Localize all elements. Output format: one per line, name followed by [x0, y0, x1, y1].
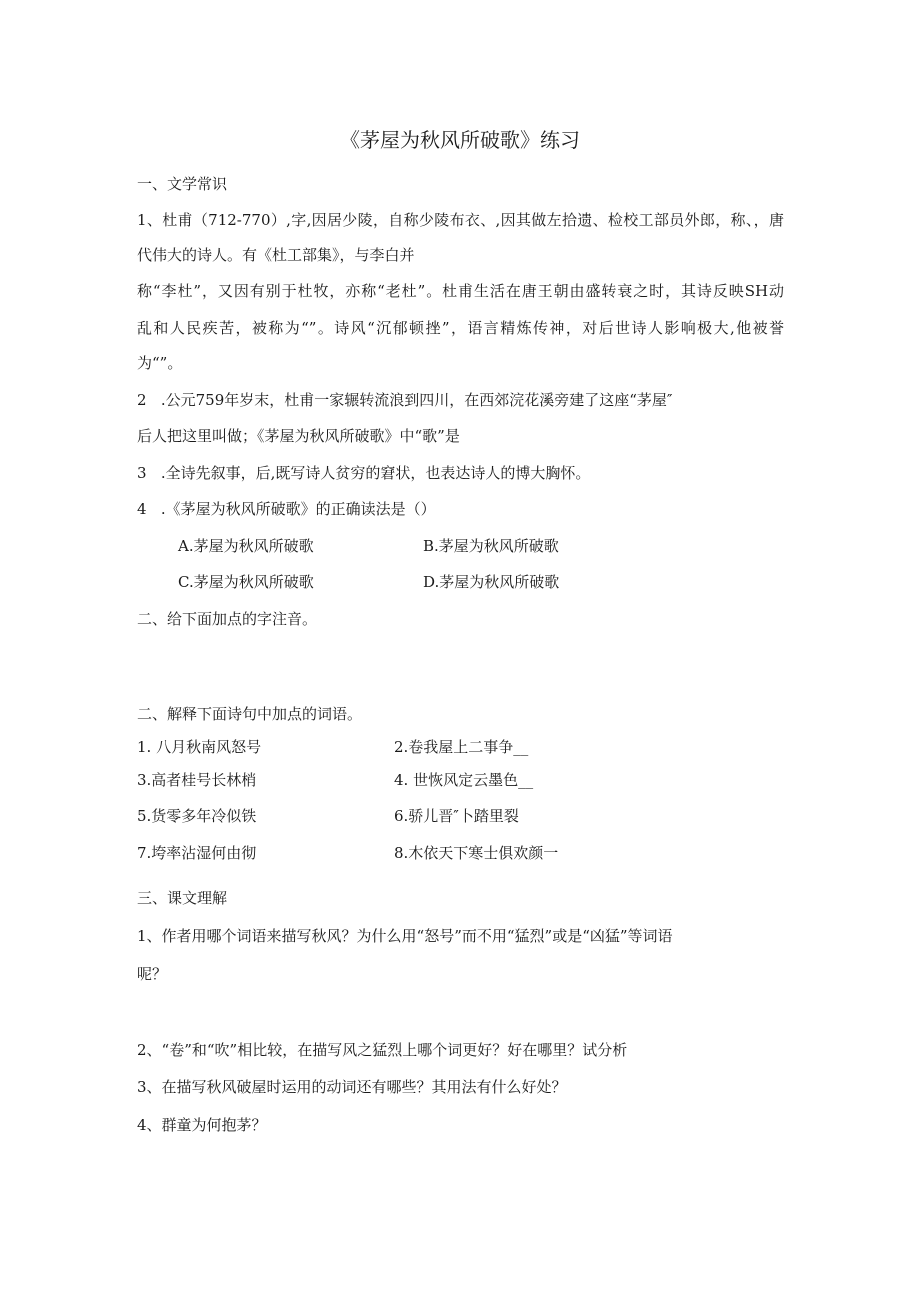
vocab-item-3: 3.高者桂号长林梢	[137, 771, 257, 789]
comprehension-question-2: 2、“卷”和“吹”相比较，在描写风之猛烈上哪个词更好？好在哪里？试分析	[137, 1041, 628, 1059]
question-2-line-1: 2 .公元759年岁末，杜甫一家辗转流浪到四川，在西郊浣花溪旁建了这座“茅屋″	[137, 391, 673, 409]
vocab-item-6: 6.骄儿晋″卜踏里裂	[394, 807, 519, 825]
comprehension-question-1-line-1: 1、作者用哪个词语来描写秋风？为什么用“怒号”而不用“猛烈”或是“凶猛”等词语	[137, 927, 673, 945]
question-1-line-1: 1、杜甫（712-770）,字,因居少陵，自称少陵布衣、,因其做左拾遗、检校工部员外郎，称、，唐	[137, 211, 784, 229]
page-title: 《茅屋为秋风所破歌》练习	[340, 128, 580, 152]
section-heading-literary-knowledge: 一、文学常识	[137, 175, 228, 193]
vocab-item-2: 2.卷我屋上二事争__	[394, 738, 529, 756]
comprehension-question-1-line-2: 呢？	[137, 965, 168, 983]
vocab-item-8: 8.木依天下寒士俱欢颜一	[394, 844, 559, 862]
question-1-line-3: 称“李杜”，又因有别于杜牧，亦称“老杜”。杜甫生活在唐王朝由盛转衰之时，其诗反映SH动	[137, 282, 784, 300]
question-2-line-2: 后人把这里叫做；《茅屋为秋风所破歌》中“歌”是	[137, 427, 460, 445]
question-1-line-5: 为“”。	[137, 354, 183, 372]
option-b: B.茅屋为秋风所破歌	[423, 537, 559, 555]
question-1-line-2: 代伟大的诗人。有《杜工部集》，与李白并	[137, 246, 415, 264]
comprehension-question-4: 4、群童为何抱茅？	[137, 1116, 267, 1134]
section-heading-pinyin: 二、给下面加点的字注音。	[137, 610, 318, 628]
vocab-item-1: 1. 八月秋南风怒号	[137, 738, 262, 756]
section-heading-comprehension: 三、课文理解	[137, 889, 228, 907]
vocab-item-7: 7.垮率沾湿何由彻	[137, 844, 257, 862]
question-1-line-4: 乱和人民疾苦，被称为“”。诗风“沉郁顿挫”，语言精炼传神，对后世诗人影响极大,他被誉	[137, 319, 784, 337]
section-heading-vocabulary: 二、解释下面诗句中加点的词语。	[137, 705, 363, 723]
option-a: A.茅屋为秋风所破歌	[178, 537, 314, 555]
comprehension-question-3: 3、在描写秋风破屋时运用的动词还有哪些？其用法有什么好处？	[137, 1078, 567, 1096]
question-3: 3 .全诗先叙事，后,既写诗人贫穷的窘状，也表达诗人的博大胸怀。	[137, 464, 591, 482]
option-c: C.茅屋为秋风所破歌	[178, 573, 314, 591]
option-d: D.茅屋为秋风所破歌	[423, 573, 560, 591]
question-4: 4 .《茅屋为秋风所破歌》的正确读法是（）	[137, 500, 436, 518]
vocab-item-5: 5.货零多年冷似铁	[137, 807, 257, 825]
vocab-item-4: 4. 世恢风定云墨色__	[394, 771, 534, 789]
